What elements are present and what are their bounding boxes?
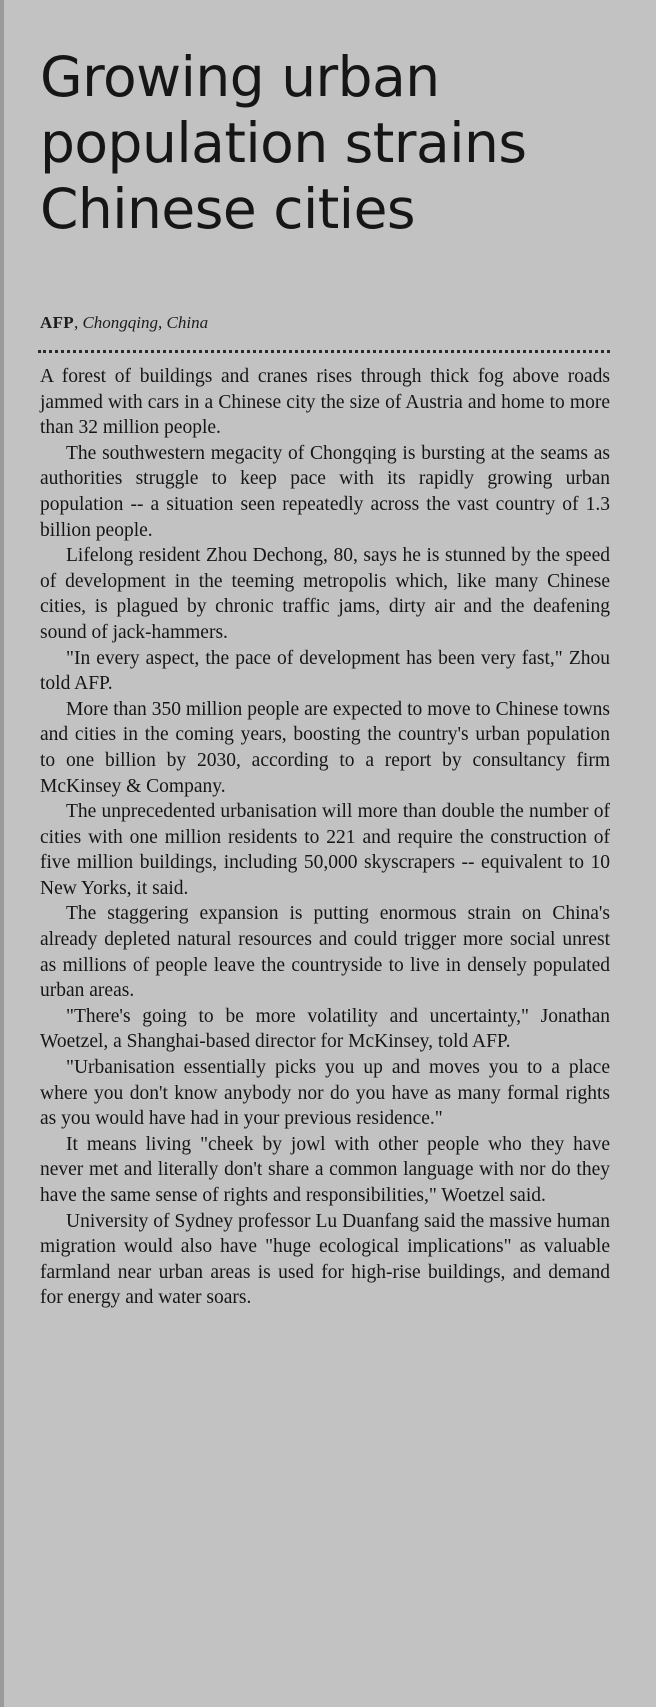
headline-line-3: Chinese cities [40,177,416,241]
dotted-divider [38,350,610,353]
article-paragraph-10: It means living "cheek by jowl with other people who they have never met and literally don't share a common language with nor do they have the same sense of rights and responsibilities," Woetzel said. [40,1133,610,1206]
headline-line-1: Growing urban [40,45,440,109]
article-body [40,364,610,1311]
clipping-edge [0,0,4,1707]
dateline-separator: , [73,313,83,332]
headline [40,44,640,242]
article-paragraph-4: "In every aspect, the pace of development has been very fast," Zhou told AFP. [40,647,610,695]
article-paragraph-1: A forest of buildings and cranes rises through thick fog above roads jammed with cars in a Chinese city the size of Austria and home to more than 32 million people. [40,366,610,439]
dateline-agency: AFP [40,313,74,332]
article-paragraph-2: The southwestern megacity of Chongqing is bursting at the seams as authorities struggle to keep pace with its rapidly growing urban population -- a situation seen repeatedly across the vast country of 1.3 billion people. [40,442,610,541]
article-paragraph-6: The unprecedented urbanisation will more than double the number of cities with one million residents to 221 and require the construction of five million buildings, including 50,000 skyscrapers -- equivalent to 10 New Yorks, it said. [40,801,610,899]
article-paragraph-8: "There's going to be more volatility and uncertainty," Jonathan Woetzel, a Shanghai-based director for McKinsey, told AFP. [40,1005,610,1053]
article-paragraph-9: "Urbanisation essentially picks you up and moves you to a place where you don't know anybody nor do you have as many formal rights as you would have had in your previous residence." [40,1057,610,1130]
article-paragraph-7: The staggering expansion is putting enormous strain on China's already depleted natural resources and could trigger more social unrest as millions of people leave the countryside to live in densely populated urban areas. [40,903,610,1002]
dateline-location: Chongqing, China [82,313,209,332]
article-paragraph-3: Lifelong resident Zhou Dechong, 80, says he is stunned by the speed of development in the teeming metropolis which, like many Chinese cities, is plagued by chronic traffic jams, dirty air and the deafening sound of jack-hammers. [40,545,610,643]
article-paragraph-5: More than 350 million people are expected to move to Chinese towns and cities in the coming years, boosting the country's urban population to one billion by 2030, according to a report by consultancy firm McKinsey & Company. [40,698,610,797]
article-paragraph-11: University of Sydney professor Lu Duanfang said the massive human migration would also have "huge ecological implications" as valuable farmland near urban areas is used for high-rise buildings, and demand for energy and water soars. [40,1210,610,1309]
headline-line-2: population strains [40,111,527,175]
dateline [40,313,208,333]
